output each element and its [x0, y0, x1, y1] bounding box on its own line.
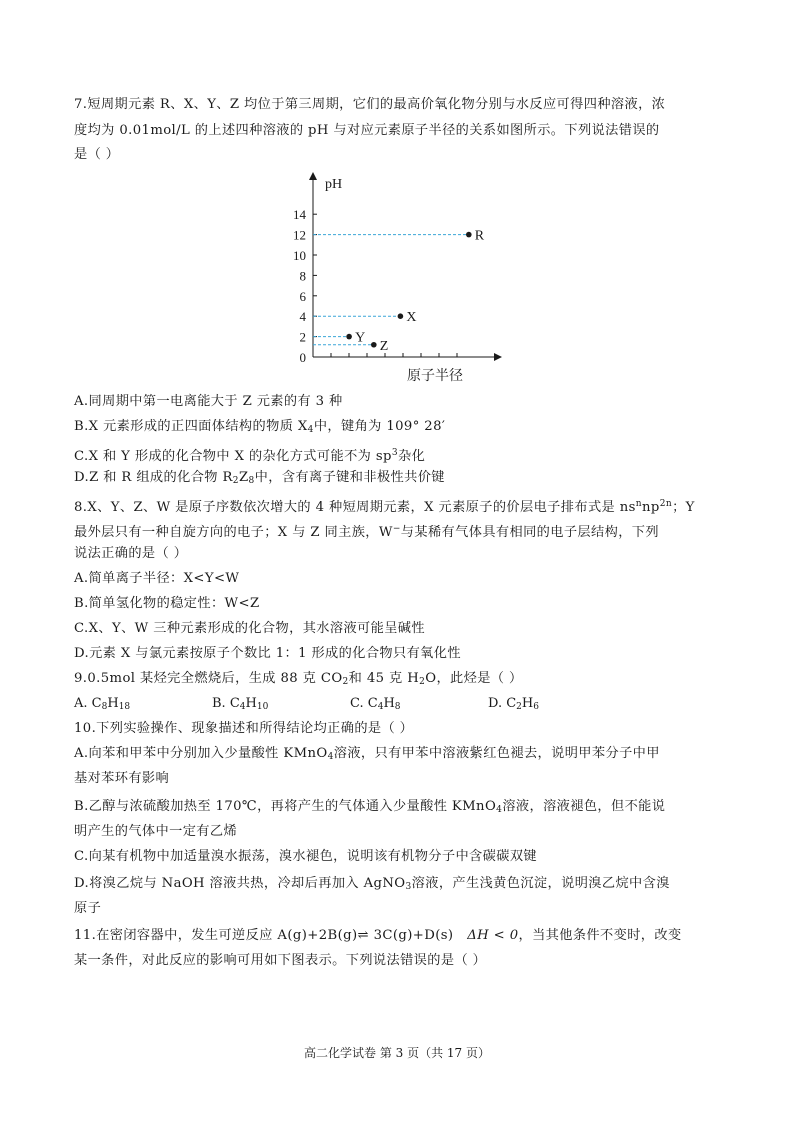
y-tick-label: 10: [293, 248, 306, 263]
q8-option-c: C.X、Y、W 三种元素形成的化合物，其水溶液可能呈碱性: [74, 621, 425, 636]
y-tick-label: 0: [299, 350, 306, 365]
q10-option-c: C.向某有机物中加适量溴水振荡，溴水褪色，说明该有机物分子中含碳碳双键: [74, 849, 537, 864]
data-label-z: Z: [379, 338, 389, 354]
q10-option-d-line1: D.将溴乙烷与 NaOH 溶液共热，冷却后再加入 AgNO$_3$溶液，产生浅黄色沉淀，说明溴乙烷中含溴: [74, 876, 670, 892]
q9-option-c: C. $C_4H_8$: [350, 696, 401, 712]
q7-stem-line1: 7.短周期元素 R、X、Y、Z 均位于第三周期，它们的最高价氧化物分别与水反应可得四种溶液，浓: [74, 97, 666, 112]
data-point-x: [398, 313, 404, 319]
q8-option-d: D.元素 X 与氯元素按原子个数比 1：1 形成的化合物只有氧化性: [74, 646, 461, 661]
y-tick-label: 8: [299, 268, 306, 284]
q8-option-a: A.简单离子半径：X<Y<W: [74, 571, 240, 586]
y-tick-label: 12: [293, 227, 306, 243]
q11-stem-line2: 某一条件，对此反应的影响可用如下图表示。下列说法错误的是（ ）: [74, 953, 487, 968]
reversible-arrow-icon: ⇌: [357, 928, 369, 943]
x-axis-label: 原子半径: [407, 368, 463, 384]
q8-stem-line3: 说法正确的是（ ）: [74, 546, 188, 561]
q7-option-d: D.Z 和 R 组成的化合物 $R_2Z_8$中，含有离子键和非极性共价键: [74, 470, 445, 486]
page-footer: 高二化学试卷 第 3 页（共 17 页）: [304, 1046, 490, 1060]
q9-option-a: A. $C_8H_{18}$: [74, 696, 131, 712]
q8-stem-line2: 最外层只有一种自旋方向的电子；X 与 Z 同主族，W−与某稀有气体具有相同的电子层结构，下列: [74, 524, 659, 540]
y-tick-label: 4: [299, 309, 306, 325]
q7-option-b: B.X 元素形成的正四面体结构的物质 $X_4$中，键角为 109° 28′: [74, 419, 446, 435]
q9-option-b: B. $C_4H_{10}$: [212, 696, 269, 712]
q7-option-c: C.X 和 Y 形成的化合物中 X 的杂化方式可能不为 $sp^3$杂化: [74, 448, 426, 464]
q10-option-b-line2: 明产生的气体中一定有乙烯: [74, 824, 238, 839]
q11-stem-line1: 11.在密闭容器中，发生可逆反应 A(g)+2B(g)⇌ 3C(g)+D(s) ΔH < 0，当其他条件不变时，改变: [74, 928, 682, 943]
q10-stem: 10.下列实验操作、现象描述和所得结论均正确的是（ ）: [74, 721, 414, 736]
y-tick-label: 6: [299, 288, 306, 304]
q9-stem: 9.0.5mol 某烃完全燃烧后，生成 88 克 $CO_2$和 45 克 $H_2O$，此烃是（ ）: [74, 671, 523, 687]
q8-option-b: B.简单氢化物的稳定性：W<Z: [74, 596, 260, 611]
data-label-r: R: [474, 228, 485, 244]
data-point-y: [346, 334, 352, 340]
y-axis-label: pH: [325, 177, 343, 192]
data-point-r: [466, 232, 472, 238]
q10-option-d-line2: 原子: [74, 901, 102, 916]
q10-option-a-line2: 基对苯环有影响: [74, 771, 170, 786]
q10-option-a-line1: A.向苯和甲苯中分别加入少量酸性 KMnO$_4$溶液，只有甲苯中溶液紫红色褪去，说明甲苯分子中甲: [74, 746, 660, 762]
q8-stem-line1: 8.X、Y、Z、W 是原子序数依次增大的 4 种短周期元素，X 元素原子的价层电子排布式是 $ns^nnp^{2n}$；Y: [74, 499, 695, 515]
data-label-x: X: [406, 310, 417, 326]
q7-stem-line3: 是（ ）: [74, 147, 120, 162]
y-tick-label: 2: [299, 329, 306, 345]
q7-option-a: A.同周期中第一电离能大于 Z 元素的有 3 种: [74, 394, 343, 409]
data-label-y: Y: [355, 330, 366, 346]
ph-vs-radius-chart: [280, 168, 520, 388]
data-point-z: [371, 342, 377, 348]
y-tick-label: 14: [293, 207, 306, 223]
q7-stem-line2: 度均为 0.01mol/L 的上述四种溶液的 pH 与对应元素原子半径的关系如图所示。下列说法错误的: [74, 123, 660, 138]
q10-option-b-line1: B.乙醇与浓硫酸加热至 170℃，再将产生的气体通入少量酸性 KMnO$_4$溶液，溶液褪色，但不能说: [74, 799, 666, 815]
q9-option-d: D. $C_2H_6$: [488, 696, 539, 712]
